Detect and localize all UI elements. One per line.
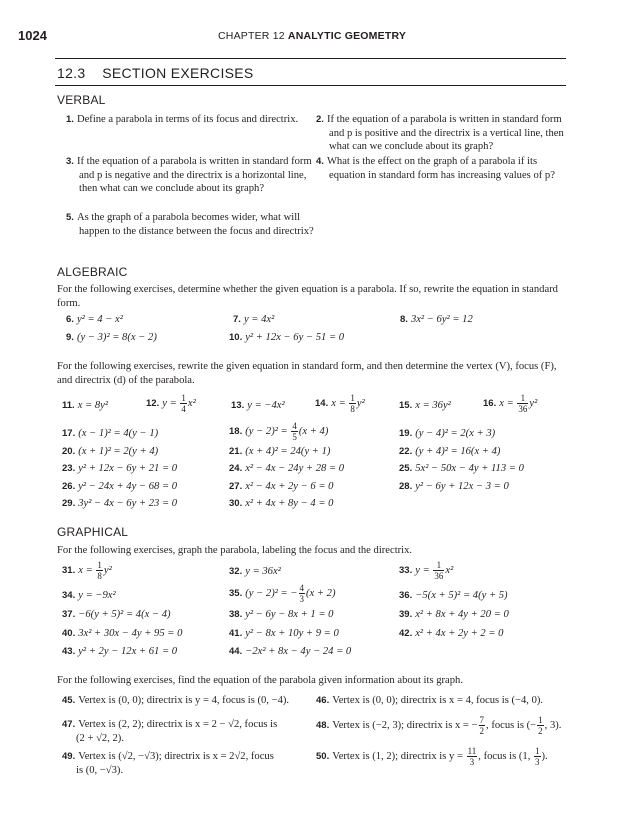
exercise-number: 7. bbox=[233, 314, 241, 325]
equation-part: y² bbox=[529, 397, 538, 409]
section-number: 12.3 bbox=[57, 65, 86, 81]
exercise-23 bbox=[62, 463, 177, 474]
denominator: 8 bbox=[350, 404, 355, 414]
exercise-21 bbox=[229, 446, 330, 457]
exercise-equation: y = −9x² bbox=[78, 590, 116, 601]
equation-part: x² bbox=[445, 564, 454, 576]
exercise-text: ). bbox=[541, 750, 548, 762]
exercise-28 bbox=[399, 481, 509, 492]
equation-part: x = bbox=[331, 397, 349, 409]
exercise-22 bbox=[399, 446, 500, 457]
exercise-number: 29. bbox=[62, 498, 76, 509]
exercise-equation: y² − 24x + 4y − 68 = 0 bbox=[78, 481, 178, 492]
denominator: 3 bbox=[535, 757, 540, 767]
exercise-number: 28. bbox=[399, 481, 413, 492]
exercise-44 bbox=[229, 646, 351, 657]
exercise-number: 16. bbox=[483, 397, 497, 409]
exercise-number: 31. bbox=[62, 564, 76, 576]
exercise-text-line-1: Vertex is (2, 2); directrix is x = 2 − √2, focus is bbox=[78, 719, 278, 730]
exercise-number: 9. bbox=[66, 332, 74, 343]
exercise-equation: 3x² − 6y² = 12 bbox=[410, 314, 473, 325]
section-rule-bottom bbox=[55, 85, 566, 86]
exercise-43 bbox=[62, 646, 177, 657]
exercise-equation: x² + 4x + 8y − 4 = 0 bbox=[245, 498, 334, 509]
numerator: 1 bbox=[350, 393, 355, 403]
exercise-number: 22. bbox=[399, 446, 413, 457]
equation-part: x = bbox=[499, 397, 517, 409]
exercise-32 bbox=[229, 566, 281, 577]
exercise-50 bbox=[316, 746, 548, 767]
fraction bbox=[467, 746, 478, 767]
exercise-15 bbox=[399, 400, 451, 411]
numerator: 11 bbox=[467, 746, 477, 756]
exercise-5 bbox=[66, 211, 314, 238]
exercise-equation: y = 4x² bbox=[243, 314, 275, 325]
section-title bbox=[57, 65, 254, 81]
exercise-text: Vertex is (0, 0); directrix is y = 4, focus is (0, −4). bbox=[78, 695, 290, 706]
exercise-number: 20. bbox=[62, 446, 76, 457]
exercise-equation: y² + 2y − 12x + 61 = 0 bbox=[78, 646, 178, 657]
numerator: 7 bbox=[479, 715, 485, 725]
exercise-number: 46. bbox=[316, 695, 330, 706]
exercise-equation: y² + 12x − 6y + 21 = 0 bbox=[78, 463, 178, 474]
exercise-equation: 3x² + 30x − 4y + 95 = 0 bbox=[78, 628, 183, 639]
exercise-26 bbox=[62, 481, 177, 492]
denominator: 3 bbox=[299, 594, 304, 604]
algebraic-heading: ALGEBRAIC bbox=[57, 265, 128, 279]
equation-part: (y − 2)² = − bbox=[245, 587, 298, 599]
exercise-number: 32. bbox=[229, 566, 243, 577]
exercise-number: 21. bbox=[229, 446, 243, 457]
exercise-number: 19. bbox=[399, 428, 413, 439]
exercise-number: 25. bbox=[399, 463, 413, 474]
exercise-6 bbox=[66, 314, 123, 325]
exercise-number: 44. bbox=[229, 646, 243, 657]
exercise-number: 38. bbox=[229, 609, 243, 620]
exercise-42 bbox=[399, 628, 503, 639]
exercise-12 bbox=[146, 393, 196, 414]
exercise-31 bbox=[62, 560, 112, 581]
exercise-equation: x = 36y² bbox=[415, 400, 451, 411]
equation-part: x² bbox=[187, 397, 196, 409]
exercise-37 bbox=[62, 609, 171, 620]
exercise-number: 43. bbox=[62, 646, 76, 657]
exercise-number: 41. bbox=[229, 628, 243, 639]
exercise-equation: x = 8y² bbox=[77, 400, 109, 411]
exercise-number: 45. bbox=[62, 695, 76, 706]
exercise-number: 12. bbox=[146, 397, 160, 409]
exercise-text: (− bbox=[526, 719, 537, 731]
exercise-number: 26. bbox=[62, 481, 76, 492]
exercise-text-line-1: Vertex is (√2, −√3); directrix is x = 2√2, focus bbox=[78, 751, 274, 762]
exercise-46 bbox=[316, 695, 543, 706]
exercise-number: 27. bbox=[229, 481, 243, 492]
exercise-equation: −5(x + 5)² = 4(y + 5) bbox=[415, 590, 508, 601]
numerator: 1 bbox=[538, 715, 543, 725]
exercise-equation: y = −4x² bbox=[247, 400, 285, 411]
exercise-text: Vertex is (0, 0); directrix is x = 4, focus is (−4, 0). bbox=[332, 695, 544, 706]
exercise-35 bbox=[229, 583, 336, 604]
exercise-equation: 5x² − 50x − 4y + 113 = 0 bbox=[415, 463, 524, 474]
exercise-text: If the equation of a parabola is written in standard form and p is positive and the directrix is a vertical line, then what can we conclude about its graph? bbox=[326, 114, 564, 152]
exercise-2 bbox=[316, 113, 574, 154]
equation-part: y² bbox=[103, 564, 112, 576]
equation-part: y² bbox=[356, 397, 365, 409]
exercise-number: 23. bbox=[62, 463, 76, 474]
exercise-number: 49. bbox=[62, 751, 76, 762]
graphical-instructions-2: For the following exercises, find the equation of the parabola given information about its graph. bbox=[57, 675, 463, 686]
exercise-41 bbox=[229, 628, 339, 639]
exercise-1 bbox=[66, 113, 319, 127]
exercise-number: 1. bbox=[66, 114, 74, 125]
exercise-18 bbox=[229, 421, 328, 442]
exercise-equation: y = 36x² bbox=[245, 566, 281, 577]
exercise-27 bbox=[229, 481, 333, 492]
exercise-number: 30. bbox=[229, 498, 243, 509]
exercise-number: 11. bbox=[62, 400, 75, 411]
exercise-7 bbox=[233, 314, 274, 325]
denominator: 2 bbox=[479, 726, 485, 736]
exercise-25 bbox=[399, 463, 524, 474]
exercise-number: 14. bbox=[315, 397, 329, 409]
numerator: 1 bbox=[517, 393, 528, 404]
exercise-48 bbox=[316, 715, 561, 736]
denominator: 4 bbox=[181, 404, 186, 414]
exercise-text: , 3). bbox=[544, 719, 562, 731]
equation-part: (x + 2) bbox=[306, 587, 336, 599]
graphical-heading: GRAPHICAL bbox=[57, 525, 129, 539]
exercise-text: As the graph of a parabola becomes wider, what will happen to the distance between the focus and directrix? bbox=[76, 212, 314, 237]
exercise-equation: (x + 1)² = 2(y + 4) bbox=[78, 446, 159, 457]
exercise-14 bbox=[315, 393, 365, 414]
chapter-prefix: CHAPTER 12 bbox=[218, 30, 285, 42]
chapter-title: ANALYTIC GEOMETRY bbox=[287, 30, 407, 42]
exercise-text: Define a parabola in terms of its focus and directrix. bbox=[76, 114, 299, 125]
exercise-9 bbox=[66, 332, 157, 343]
denominator: 3 bbox=[469, 757, 475, 767]
running-header bbox=[218, 30, 406, 42]
exercise-number: 24. bbox=[229, 463, 243, 474]
fraction bbox=[180, 393, 187, 414]
exercise-number: 2. bbox=[316, 114, 324, 125]
exercise-8 bbox=[400, 314, 473, 325]
exercise-equation: 3y² − 4x − 6y + 23 = 0 bbox=[78, 498, 178, 509]
exercise-19 bbox=[399, 428, 495, 439]
equation-part: y = bbox=[415, 564, 433, 576]
exercise-number: 35. bbox=[229, 587, 243, 599]
numerator: 4 bbox=[292, 421, 297, 431]
exercise-text: Vertex is (1, 2); directrix is y = bbox=[332, 750, 466, 762]
exercise-29 bbox=[62, 498, 177, 509]
exercise-equation: (y + 4)² = 16(x + 4) bbox=[415, 446, 501, 457]
exercise-39 bbox=[399, 609, 509, 620]
exercise-3 bbox=[66, 155, 323, 196]
exercise-equation: x² − 4x − 24y + 28 = 0 bbox=[245, 463, 345, 474]
exercise-equation: y² − 8x + 10y + 9 = 0 bbox=[245, 628, 339, 639]
exercise-number: 10. bbox=[229, 332, 243, 343]
exercise-equation: (x + 4)² = 24(y + 1) bbox=[245, 446, 331, 457]
fraction bbox=[479, 715, 486, 736]
exercise-number: 40. bbox=[62, 628, 76, 639]
exercise-equation: y² = 4 − x² bbox=[76, 314, 123, 325]
exercise-number: 18. bbox=[229, 425, 243, 437]
fraction bbox=[291, 421, 298, 442]
fraction bbox=[349, 393, 356, 414]
exercise-40 bbox=[62, 628, 182, 639]
exercise-equation: −2x² + 8x − 4y − 24 = 0 bbox=[245, 646, 352, 657]
fraction bbox=[299, 583, 306, 604]
numerator: 4 bbox=[299, 583, 304, 593]
exercise-equation: −6(y + 5)² = 4(x − 4) bbox=[78, 609, 171, 620]
fraction bbox=[537, 715, 544, 736]
exercise-30 bbox=[229, 498, 333, 509]
section-rule-top bbox=[55, 58, 566, 59]
exercise-equation: x² + 4x + 2y + 2 = 0 bbox=[415, 628, 504, 639]
exercise-45 bbox=[62, 695, 289, 706]
algebraic-instructions-2: For the following exercises, rewrite the given equation in standard form, and then determine the vertex (V), focus (F), and directrix (d) of the parabola. bbox=[57, 361, 557, 386]
exercise-number: 5. bbox=[66, 212, 74, 223]
fraction bbox=[96, 560, 103, 581]
exercise-number: 39. bbox=[399, 609, 413, 620]
exercise-number: 36. bbox=[399, 590, 413, 601]
exercise-number: 37. bbox=[62, 609, 76, 620]
exercise-38 bbox=[229, 609, 333, 620]
exercise-equation: x² + 8x + 4y + 20 = 0 bbox=[415, 609, 509, 620]
numerator: 1 bbox=[433, 560, 444, 571]
exercise-text-line-2: is (0, −√3). bbox=[76, 765, 124, 776]
exercise-17 bbox=[62, 428, 158, 439]
numerator: 1 bbox=[181, 393, 186, 403]
exercise-47 bbox=[62, 718, 277, 746]
exercise-equation: y² − 6y + 12x − 3 = 0 bbox=[415, 481, 509, 492]
denominator: 36 bbox=[518, 404, 528, 414]
exercise-equation: (y − 4)² = 2(x + 3) bbox=[415, 428, 496, 439]
exercise-24 bbox=[229, 463, 344, 474]
denominator: 36 bbox=[434, 571, 444, 581]
denominator: 8 bbox=[97, 571, 102, 581]
equation-part: x = bbox=[78, 564, 96, 576]
exercise-33 bbox=[399, 560, 453, 581]
exercise-equation: y² − 6y − 8x + 1 = 0 bbox=[245, 609, 334, 620]
exercise-number: 50. bbox=[316, 750, 330, 762]
exercise-number: 17. bbox=[62, 428, 76, 439]
algebraic-instructions-1: For the following exercises, determine whether the given equation is a parabola. If so, rewrite the equation in standard form. bbox=[57, 284, 558, 309]
exercise-number: 42. bbox=[399, 628, 413, 639]
graphical-instructions-1: For the following exercises, graph the parabola, labeling the focus and the directrix. bbox=[57, 545, 413, 556]
exercise-text: What is the effect on the graph of a parabola if its equation in standard form has increasing values of p? bbox=[326, 156, 555, 181]
exercise-16 bbox=[483, 393, 537, 414]
exercise-number: 15. bbox=[399, 400, 413, 411]
exercise-number: 4. bbox=[316, 156, 324, 167]
exercise-number: 34. bbox=[62, 590, 76, 601]
exercise-text: , focus is bbox=[486, 719, 527, 731]
exercise-36 bbox=[399, 590, 508, 601]
exercise-equation: y² + 12x − 6y − 51 = 0 bbox=[245, 332, 345, 343]
exercise-equation: (y − 3)² = 8(x − 2) bbox=[76, 332, 157, 343]
equation-part: (x + 4) bbox=[298, 425, 329, 437]
numerator: 1 bbox=[97, 560, 102, 570]
denominator: 2 bbox=[538, 726, 543, 736]
exercise-34 bbox=[62, 590, 116, 601]
exercise-49 bbox=[62, 750, 274, 778]
fraction bbox=[433, 560, 444, 581]
equation-part: (y − 2)² = bbox=[245, 425, 291, 437]
denominator: 5 bbox=[292, 432, 297, 442]
exercise-10 bbox=[229, 332, 344, 343]
section-name: SECTION EXERCISES bbox=[102, 65, 254, 81]
exercise-number: 33. bbox=[399, 564, 413, 576]
exercise-number: 48. bbox=[316, 719, 330, 731]
exercise-equation: (x − 1)² = 4(y − 1) bbox=[78, 428, 159, 439]
exercise-text: If the equation of a parabola is written in standard form and p is negative and the directrix is a horizontal line, then what can we conclude about its graph? bbox=[76, 156, 312, 194]
exercise-text: Vertex is (−2, 3); directrix is x = − bbox=[332, 719, 478, 731]
exercise-number: 6. bbox=[66, 314, 74, 325]
exercise-number: 13. bbox=[231, 400, 245, 411]
numerator: 1 bbox=[535, 746, 540, 756]
exercise-number: 47. bbox=[62, 719, 76, 730]
exercise-equation: x² − 4x + 2y − 6 = 0 bbox=[245, 481, 334, 492]
page-number: 1024 bbox=[18, 28, 47, 43]
exercise-text: , focus is bbox=[478, 750, 519, 762]
fraction bbox=[517, 393, 528, 414]
exercise-13 bbox=[231, 400, 285, 411]
exercise-4 bbox=[316, 155, 564, 182]
exercise-text-line-2: (2 + √2, 2). bbox=[76, 733, 124, 744]
verbal-heading: VERBAL bbox=[57, 93, 106, 107]
exercise-number: 8. bbox=[400, 314, 408, 325]
exercise-11 bbox=[62, 400, 108, 411]
equation-part: y = bbox=[162, 397, 180, 409]
exercise-20 bbox=[62, 446, 158, 457]
exercise-text: (1, bbox=[518, 750, 533, 762]
exercise-number: 3. bbox=[66, 156, 74, 167]
fraction bbox=[534, 746, 541, 767]
